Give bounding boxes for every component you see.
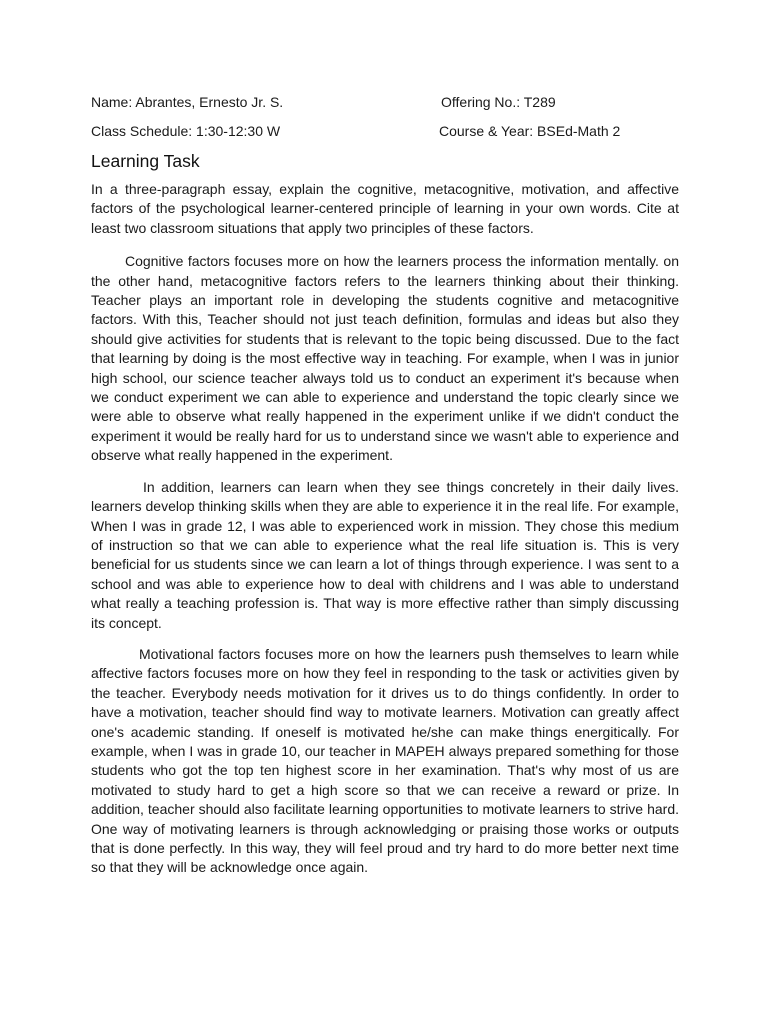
header-row-2 [91, 121, 679, 141]
task-prompt: In a three-paragraph essay, explain the cognitive, metacognitive, motivation, and affective factors of the psychological learner-centered principle of learning in your own words. Cite at least two classroom situations that apply two principles of these factors. [91, 181, 679, 236]
essay-paragraph-3: Motivational factors focuses more on how the learners push themselves to learn while affective factors focuses more on how they feel in responding to the task or activities given by the teacher. Everybody needs motivation for it drives us to do things confidently. In order to have a motivation, teacher should find way to motivate learners. Motivation can greatly affect one's academic standing. If oneself is motivated he/she can make things energitically. For example, when I was in grade 10, our teacher in MAPEH always prepared something for those students who got the top ten highest score in her examination. That's why most of us are motivated to study hard to get a high score so that we can receive a reward or prize. In addition, teacher should also facilitate learning opportunities to motivate learners to strive hard. One way of motivating learners is through acknowledging or praising those works or outputs that is done perfectly. In this way, they will feel proud and try hard to do more better next time so that they will be acknowledge once again. [91, 645, 679, 876]
essay-paragraph-2: In addition, learners can learn when they see things concretely in their daily lives. learners develop thinking skills when they are able to experience it in the real life. For example, When I was in grade 12, I was able to experienced work in mission. They chose this medium of instruction so that we can able to experience what the real life situation is. This is very beneficial for us students since we can learn a lot of things through experience. I was sent to a school and was able to experience how to deal with childrens and I was able to understand what really a teaching profession is. That way is more effective rather than simply discussing its concept. [91, 478, 679, 631]
class-schedule: Class Schedule: 1:30-12:30 W [91, 123, 281, 139]
essay-paragraph-1: Cognitive factors focuses more on how the learners process the information mentally. on the other hand, metacognitive factors refers to the learners thinking about their thinking. Teacher plays an important role in developing the students cognitive and metacognitive factors. With this, Teacher should not just teach definition, formulas and ideas but also they should give activities for students that is relevant to the topic being discussed. Due to the fact that learning by doing is the most effective way in teaching. For example, when I was in junior high school, our science teacher always told us to conduct an experiment it's because when we conduct experiment we can able to experience and understand the topic clearly since we were able to observe what really happened in the experiment unlike if we didn't conduct the experiment it would be really hard for us to understand since we wasn't able to experience and observe what really happened in the experiment. [91, 253, 679, 464]
document-page [91, 92, 679, 890]
header-row-1 [91, 92, 679, 112]
student-name: Name: Abrantes, Ernesto Jr. S. [91, 94, 284, 110]
course-year: Course & Year: BSEd-Math 2 [439, 123, 621, 139]
offering-number: Offering No.: T289 [441, 94, 556, 110]
task-title: Learning Task [91, 151, 200, 171]
